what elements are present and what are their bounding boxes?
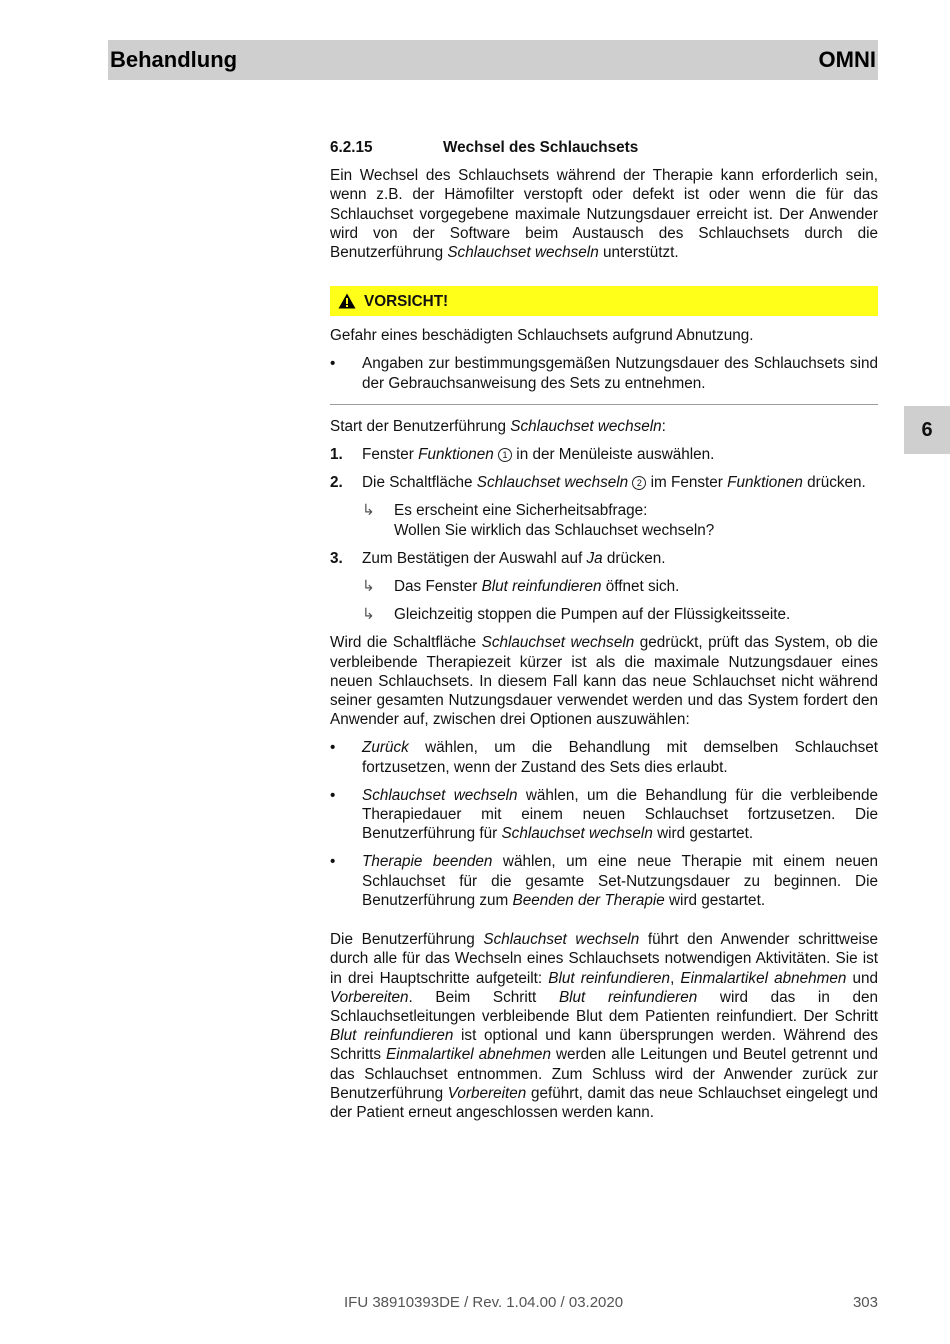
result-2-italic: Blut reinfundieren xyxy=(481,578,602,596)
para2-italic: Schlauchset wechseln xyxy=(481,634,635,652)
step-1-post: in der Menüleiste auswählen. xyxy=(512,446,715,464)
result-1-line2: Wollen Sie wirklich das Schlauchset wechseln? xyxy=(394,521,715,539)
summary-paragraph xyxy=(330,930,878,1122)
main-content xyxy=(330,138,878,1122)
option-1-italic: Zurück xyxy=(362,739,409,757)
result-1-line1: Es erscheint eine Sicherheitsabfrage: xyxy=(394,502,648,520)
step-2-italic: Schlauchset wechseln xyxy=(476,474,629,492)
option-text xyxy=(362,852,878,910)
result-text xyxy=(394,501,878,539)
step-3-pre: Zum Bestätigen der Auswahl auf xyxy=(362,549,587,567)
option-change-set xyxy=(330,786,878,844)
result-text xyxy=(394,577,878,596)
para3-i6: Blut reinfundieren xyxy=(330,1027,454,1045)
option-text xyxy=(362,738,878,776)
step-2-post: drücken. xyxy=(802,474,866,492)
result-3 xyxy=(330,605,878,624)
para3-t1: Die Benutzerführung xyxy=(330,931,484,949)
warning-divider xyxy=(330,404,878,405)
warning-bullet-text: Angaben zur bestimmungsgemäßen Nutzungsdauer des Schlauchsets sind der Gebrauchsanweisung des Sets zu entnehmen. xyxy=(362,355,878,392)
intro-paragraph xyxy=(330,166,878,262)
warning-text: Gefahr eines beschädigten Schlauchsets aufgrund Abnutzung. xyxy=(330,327,754,345)
result-2-post: öffnet sich. xyxy=(601,578,680,596)
step-text xyxy=(362,473,878,492)
result-1 xyxy=(330,501,878,539)
step-number: 3. xyxy=(330,549,343,567)
start-line xyxy=(330,417,878,436)
step-3-italic: Ja xyxy=(586,549,603,567)
option-2-end: wird gestartet. xyxy=(652,825,754,843)
option-2-italic: Schlauchset wechseln xyxy=(362,786,518,804)
para3-i2: Blut reinfundieren xyxy=(548,969,671,987)
step-text xyxy=(362,549,878,568)
callout-circle: 2 xyxy=(632,476,646,490)
para3-i1: Schlauchset wechseln xyxy=(483,931,640,949)
step-number: 2. xyxy=(330,474,343,492)
para3-i7: Einmalartikel abnehmen xyxy=(386,1046,551,1064)
option-2-italic2: Schlauchset wechseln xyxy=(501,825,653,843)
intro-end: unterstützt. xyxy=(598,244,679,262)
option-1-text: wählen, um die Behandlung mit demselben Schlauchset fortzusetzen, wenn der Zustand des Sets dies erlaubt. xyxy=(362,739,878,776)
step-number: 1. xyxy=(330,446,343,464)
section-number: 6.2.15 xyxy=(330,139,373,156)
warning-bullet xyxy=(330,354,878,392)
option-3-italic: Therapie beenden xyxy=(362,853,493,871)
para2-pre: Wird die Schaltfläche xyxy=(330,634,482,652)
para3-i8: Vorbereiten xyxy=(447,1084,527,1102)
option-3-end: wird gestartet. xyxy=(664,891,766,909)
options-paragraph xyxy=(330,633,878,729)
para2-post: gedrückt, prüft das System, ob die verbleibende Therapiezeit kürzer ist als die maximale Nutzungsdauer eines neuen Schlauchsets. In diesem Fall kann das neue Schlauchset nicht während seiner gesamten Nutzungsdauer verwendet werden und das System fordert den Anwender auf, zwischen drei Optionen auszuwählen: xyxy=(330,634,879,729)
option-text xyxy=(362,786,878,844)
warning-banner xyxy=(330,286,878,316)
para3-t9: geführt, damit das neue Schlauchset eingelegt und der Patient erneut angeschlossen werden kann. xyxy=(330,1084,879,1121)
step-3 xyxy=(330,549,878,568)
result-arrow-icon: ↳ xyxy=(362,578,375,596)
start-post: : xyxy=(661,417,666,435)
bullet-marker: • xyxy=(330,786,336,804)
footer-document-id: IFU 38910393DE / Rev. 1.04.00 / 03.2020 xyxy=(344,1294,624,1311)
para3-t3: , xyxy=(670,969,681,987)
option-3-italic2: Beenden der Therapie xyxy=(512,891,665,909)
step-2-italic2: Funktionen xyxy=(727,474,803,492)
section-heading xyxy=(330,138,878,157)
step-1 xyxy=(330,445,878,464)
step-1-pre: Fenster xyxy=(362,446,419,464)
chapter-tab: 6 xyxy=(904,406,950,454)
start-pre: Start der Benutzerführung xyxy=(330,417,511,435)
step-2-pre: Die Schaltfläche xyxy=(362,474,477,492)
para3-t8: werden alle Leitungen und Beutel getrennt und das Schlauchset entnommen. Zum Schluss wird der Anwender zurück zur Benutzerführung xyxy=(330,1046,879,1102)
para3-i3: Einmalartikel abnehmen xyxy=(680,969,847,987)
step-2 xyxy=(330,473,878,492)
step-1-italic: Funktionen xyxy=(418,446,494,464)
intro-italic: Schlauchset wechseln xyxy=(447,244,599,262)
option-back xyxy=(330,738,878,776)
result-arrow-icon: ↳ xyxy=(362,606,375,624)
para3-t6: wird das in den Schlauchsetleitungen verbleibende Blut dem Patienten reinfundiert. Der Schritt xyxy=(330,988,879,1025)
intro-text: Ein Wechsel des Schlauchsets während der Therapie kann erforderlich sein, wenn z.B. der Hämofilter verstopft oder defekt ist oder wenn die für das Schlauchset vorgegebene maximale Nutzungsdauer erreicht ist. Der Anwender wird von der Software beim Austausch des Schlauchsets durch die Benutzerführung xyxy=(330,167,878,262)
step-3-post: drücken. xyxy=(602,549,666,567)
header-product-name: OMNI xyxy=(818,47,876,72)
step-text xyxy=(362,445,878,464)
header-chapter-title: Behandlung xyxy=(110,47,238,72)
para3-i5: Blut reinfundieren xyxy=(558,988,698,1006)
section-title: Wechsel des Schlauchsets xyxy=(443,139,639,156)
para3-t4: und xyxy=(846,969,879,987)
para3-t2: führt den Anwender schrittweise durch alle für das Wechseln eines Schlauchsets notwendigen Aktivitäten. Sie ist in drei Hauptschritte aufgeteilt: xyxy=(330,931,879,987)
bullet-marker: • xyxy=(330,355,336,373)
option-3-text: wählen, um eine neue Therapie mit einem neuen Schlauchset für die gesamte Set-Nutzungsdauer zu beginnen. Die Benutzerführung zum xyxy=(362,853,878,909)
option-2-text: wählen, um die Behandlung für die verbleibende Therapiedauer mit einem neuen Schlauchset fortzusetzen. Die Benutzerführung für xyxy=(362,786,878,843)
result-2-pre: Das Fenster xyxy=(394,578,482,596)
bullet-marker: • xyxy=(330,853,336,871)
warning-triangle-icon xyxy=(338,293,356,309)
option-end-therapy xyxy=(330,852,878,910)
bullet-marker: • xyxy=(330,739,336,757)
warning-label: VORSICHT! xyxy=(364,292,449,310)
result-text: Gleichzeitig stoppen die Pumpen auf der Flüssigkeitsseite. xyxy=(394,606,791,624)
para3-i4: Vorbereiten xyxy=(330,988,409,1006)
result-arrow-icon: ↳ xyxy=(362,502,375,520)
result-2 xyxy=(330,577,878,596)
para3-t5: . Beim Schritt xyxy=(408,988,559,1006)
step-2-mid: im Fenster xyxy=(646,474,728,492)
callout-circle: 1 xyxy=(498,448,512,462)
page-header xyxy=(108,40,878,80)
start-italic: Schlauchset wechseln xyxy=(510,417,662,435)
footer-page-number: 303 xyxy=(852,1294,878,1311)
para3-t7: ist optional und kann übersprungen werden. Während des Schritts xyxy=(330,1027,878,1064)
